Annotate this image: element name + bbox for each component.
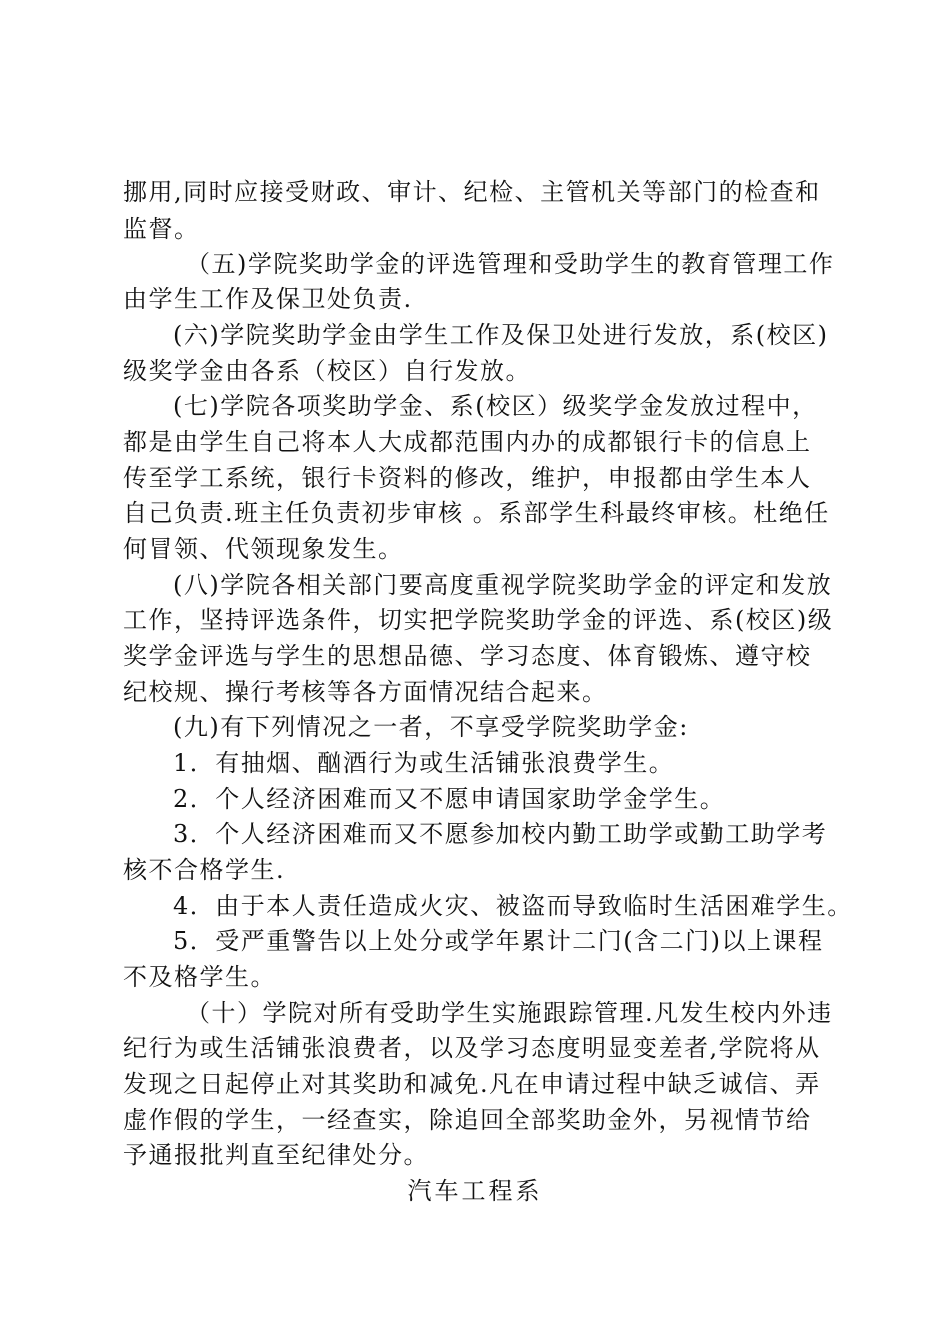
text-line: 级奖学金由各系（校区）自行发放。 xyxy=(123,357,531,385)
text-line: 工作，坚持评选条件，切实把学院奖助学金的评选、系(校区)级 xyxy=(123,606,834,634)
list-item: 1．有抽烟、酗酒行为或生活铺张浪费学生。 xyxy=(173,749,675,777)
text-line: (八)学院各相关部门要高度重视学院奖助学金的评定和发放 xyxy=(173,571,833,599)
text-line: 核不合格学生. xyxy=(123,856,286,884)
text-line: 予通报批判直至纪律处分。 xyxy=(123,1141,429,1169)
text-line: 奖学金评选与学生的思想品德、学习态度、体育锻炼、遵守校 xyxy=(123,642,812,670)
text-line: 传至学工系统，银行卡资料的修改，维护，申报都由学生本人 xyxy=(123,464,812,492)
list-item: 3．个人经济困难而又不愿参加校内勤工助学或勤工助学考 xyxy=(173,820,828,848)
text-line: （五)学院奖助学金的评选管理和受助学生的教育管理工作 xyxy=(186,250,835,278)
text-line: 自己负责.班主任负责初步审核 。系部学生科最终审核。杜绝任 xyxy=(123,499,830,527)
text-line: (六)学院奖助学金由学生工作及保卫处进行发放，系(校区) xyxy=(173,321,829,349)
text-line: (七)学院各项奖助学金、系(校区）级奖学金发放过程中， xyxy=(173,392,818,420)
text-line: 由学生工作及保卫处负责. xyxy=(123,285,413,313)
text-line: 不及格学生。 xyxy=(123,963,276,991)
list-item: 4．由于本人责任造成火灾、被盗而导致临时生活困难学生。 xyxy=(173,892,853,920)
list-item: 5．受严重警告以上处分或学年累计二门(含二门)以上课程 xyxy=(173,927,824,955)
text-line: 监督。 xyxy=(123,215,200,243)
text-line: 纪行为或生活铺张浪费者，以及学习态度明显变差者,学院将从 xyxy=(123,1034,821,1062)
text-line: 发现之日起停止对其奖助和减免.凡在申请过程中缺乏诚信、弄 xyxy=(123,1070,821,1098)
text-line: 都是由学生自己将本人大成都范围内办的成都银行卡的信息上 xyxy=(123,428,812,456)
text-line: 挪用,同时应接受财政、审计、纪检、主管机关等部门的检查和 xyxy=(123,178,821,206)
text-line: 何冒领、代领现象发生。 xyxy=(123,535,404,563)
signature: 汽车工程系 xyxy=(407,1177,543,1205)
text-line: 纪校规、操行考核等各方面情况结合起来。 xyxy=(123,678,608,706)
text-line: (九)有下列情况之一者，不享受学院奖助学金: xyxy=(173,713,689,741)
list-item: 2．个人经济困难而又不愿申请国家助学金学生。 xyxy=(173,785,726,813)
text-line: 虚作假的学生，一经查实，除追回全部奖助金外，另视情节给 xyxy=(123,1106,812,1134)
text-line: （十）学院对所有受助学生实施跟踪管理.凡发生校内外违 xyxy=(186,999,833,1027)
